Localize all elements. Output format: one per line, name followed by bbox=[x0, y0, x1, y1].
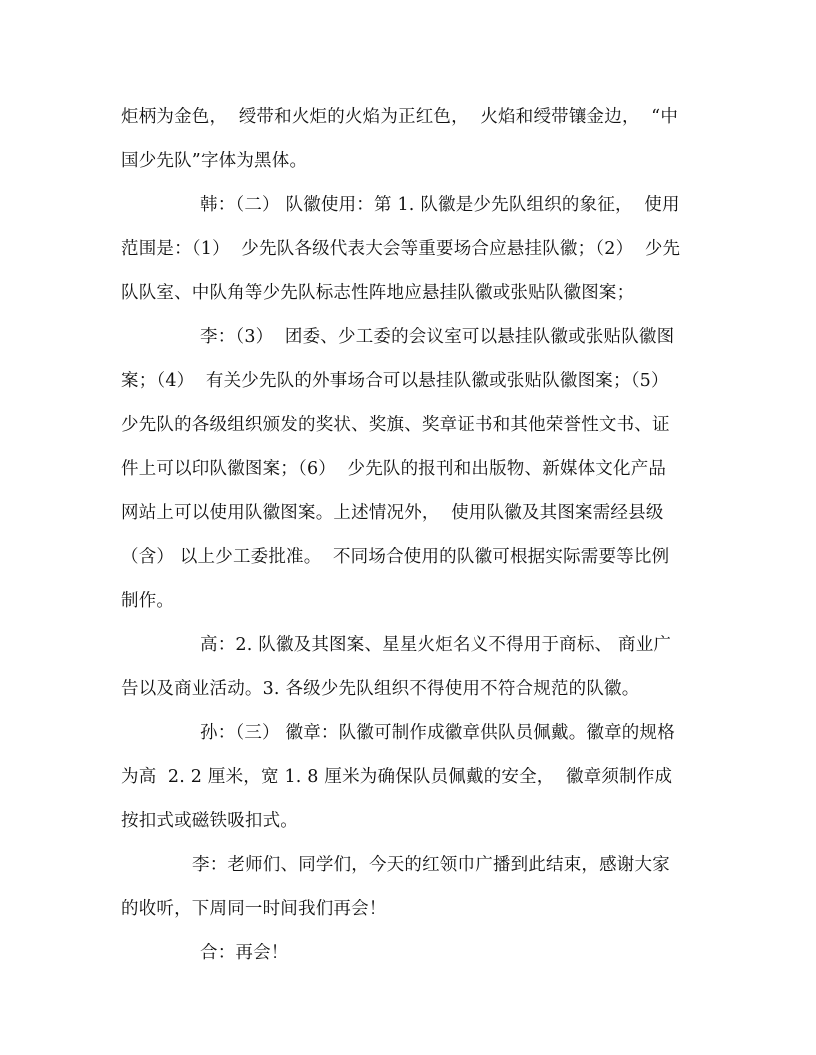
text-line: 范围是：（1） 少先队各级代表大会等重要场合应悬挂队徽；（2） 少先 bbox=[121, 239, 681, 259]
text-line: 网站上可以使用队徽图案。上述情况外， 使用队徽及其图案需经县级 bbox=[121, 503, 664, 523]
text-line: 制作。 bbox=[121, 591, 175, 611]
text-line: 李：（3） 团委、少工委的会议室可以悬挂队徽或张贴队徽图 bbox=[200, 327, 675, 347]
text-line: 孙：（三） 徽章：队徽可制作成徽章供队员佩戴。徽章的规格 bbox=[200, 723, 675, 743]
text-line: 合：再会！ bbox=[200, 943, 289, 963]
text-line: 的收听，下周同一时间我们再会！ bbox=[121, 899, 387, 919]
text-line: 少先队的各级组织颁发的奖状、奖旗、奖章证书和其他荣誉性文书、证 bbox=[121, 415, 670, 435]
text-line: 国少先队”字体为黑体。 bbox=[121, 151, 308, 171]
text-line: 告以及商业活动。3. 各级少先队组织不得使用不符合规范的队徽。 bbox=[121, 679, 640, 699]
text-line: 韩：（二） 队徽使用：第 1. 队徽是少先队组织的象征， 使用 bbox=[200, 195, 680, 215]
text-line: 件上可以印队徽图案；（6） 少先队的报刊和出版物、新媒体文化产品 bbox=[121, 459, 667, 479]
text-line: 炬柄为金色， 绶带和火炬的火焰为正红色， 火焰和绶带镶金边， “中 bbox=[121, 107, 679, 127]
text-line: 李：老师们、同学们，今天的红领巾广播到此结束，感谢大家 bbox=[192, 855, 670, 875]
text-line: 队队室、中队角等少先队标志性阵地应悬挂队徽或张贴队徽图案； bbox=[121, 283, 635, 303]
text-line: 高：2. 队徽及其图案、星星火炬名义不得用于商标、 商业广 bbox=[200, 635, 672, 655]
text-line: 为高 2. 2 厘米，宽 1. 8 厘米为确保队员佩戴的安全， 徽章须制作成 bbox=[121, 767, 673, 787]
text-line: 案；（4） 有关少先队的外事场合可以悬挂队徽或张贴队徽图案；（5） bbox=[121, 371, 669, 391]
text-line: 按扣式或磁铁吸扣式。 bbox=[121, 811, 298, 831]
text-line: （含） 以上少工委批准。 不同场合使用的队徽可根据实际需要等比例 bbox=[121, 547, 670, 567]
